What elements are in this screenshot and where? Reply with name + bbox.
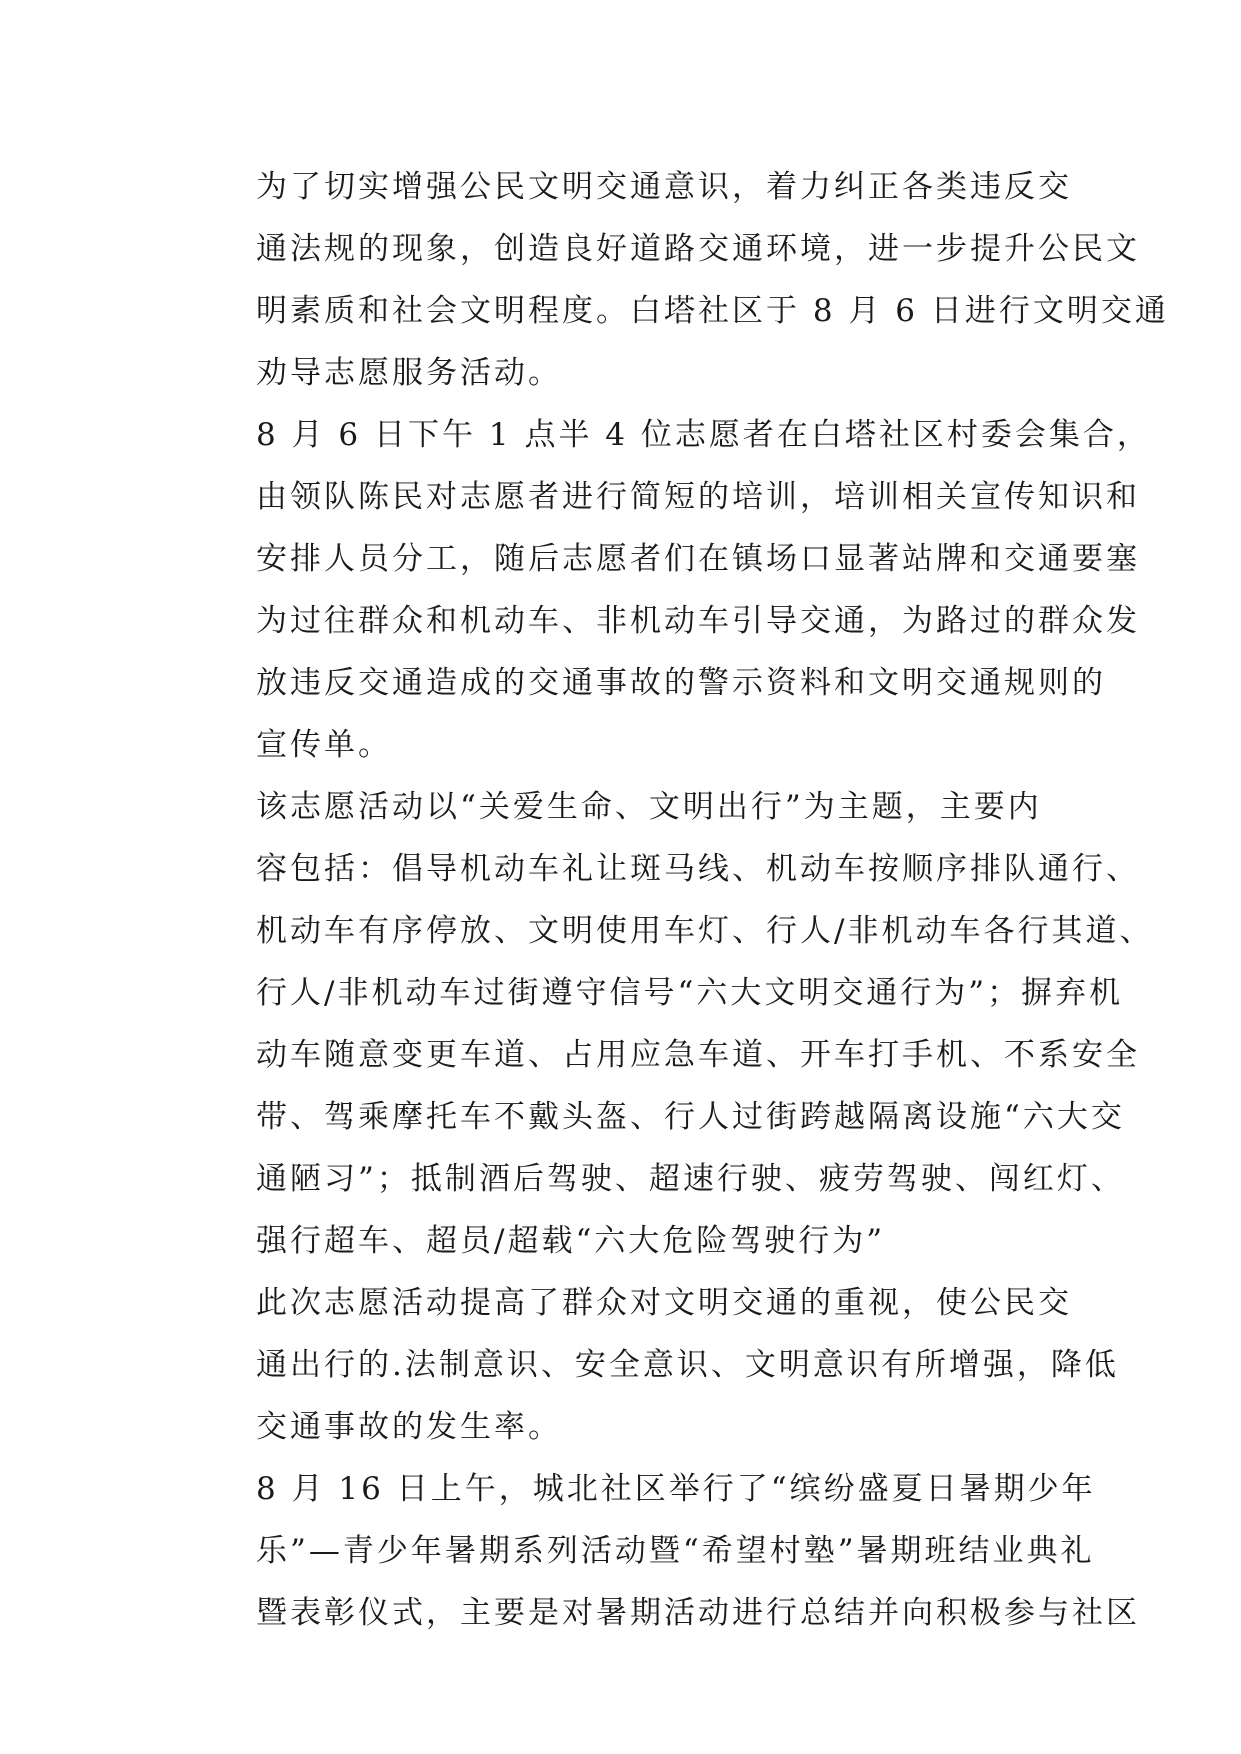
text-line: 暨表彰仪式，主要是对暑期活动进行总结并向积极参与社区 <box>256 1595 1140 1631</box>
text-line: 强行超车、超员/超载“六大危险驾驶行为” <box>256 1223 886 1259</box>
text-line: 通法规的现象，创造良好道路交通环境，进一步提升公民文 <box>256 231 1140 267</box>
text-line: 为了切实增强公民文明交通意识，着力纠正各类违反交 <box>256 169 1072 205</box>
paragraph-4 <box>190 1272 1119 1458</box>
text-line: 此次志愿活动提高了群众对文明交通的重视，使公民交 <box>256 1285 1072 1321</box>
paragraph-1 <box>190 156 1169 404</box>
paragraph-2 <box>190 404 1151 776</box>
paragraph-3 <box>190 776 1154 1272</box>
text-line: 为过往群众和机动车、非机动车引导交通，为路过的群众发 <box>256 603 1140 639</box>
text-line: 通出行的.法制意识、安全意识、文明意识有所增强，降低 <box>256 1347 1119 1383</box>
text-line: 容包括：倡导机动车礼让斑马线、机动车按顺序排队通行、 <box>256 851 1140 887</box>
text-line: 明素质和社会文明程度。白塔社区于 8 月 6 日进行文明交通 <box>256 293 1169 329</box>
text-line: 宣传单。 <box>256 727 392 763</box>
text-line: 乐”—青少年暑期系列活动暨“希望村塾”暑期班结业典礼 <box>256 1533 1095 1569</box>
text-line: 机动车有序停放、文明使用车灯、行人/非机动车各行其道、 <box>256 913 1154 949</box>
text-line: 安排人员分工，随后志愿者们在镇场口显著站牌和交通要塞 <box>256 541 1140 577</box>
text-line: 放违反交通造成的交通事故的警示资料和文明交通规则的 <box>256 665 1106 701</box>
text-line: 劝导志愿服务活动。 <box>256 355 562 391</box>
text-line: 8 月 16 日上午，城北社区举行了“缤纷盛夏日暑期少年 <box>256 1471 1096 1507</box>
text-line: 动车随意变更车道、占用应急车道、开车打手机、不系安全 <box>256 1037 1140 1073</box>
text-line: 通陋习”；抵制酒后驾驶、超速行驶、疲劳驾驶、闯红灯、 <box>256 1161 1125 1197</box>
text-line: 该志愿活动以“关爱生命、文明出行”为主题，主要内 <box>256 789 1042 825</box>
text-line: 8 月 6 日下午 1 点半 4 位志愿者在白塔社区村委会集合， <box>256 417 1151 453</box>
text-line: 交通事故的发生率。 <box>256 1409 562 1445</box>
text-line: 由领队陈民对志愿者进行简短的培训，培训相关宣传知识和 <box>256 479 1140 515</box>
text-line: 带、驾乘摩托车不戴头盔、行人过街跨越隔离设施“六大交 <box>256 1099 1125 1135</box>
text-line: 行人/非机动车过街遵守信号“六大文明交通行为”；摒弃机 <box>256 975 1124 1011</box>
document-body <box>190 156 1169 1644</box>
paragraph-5 <box>190 1458 1140 1644</box>
